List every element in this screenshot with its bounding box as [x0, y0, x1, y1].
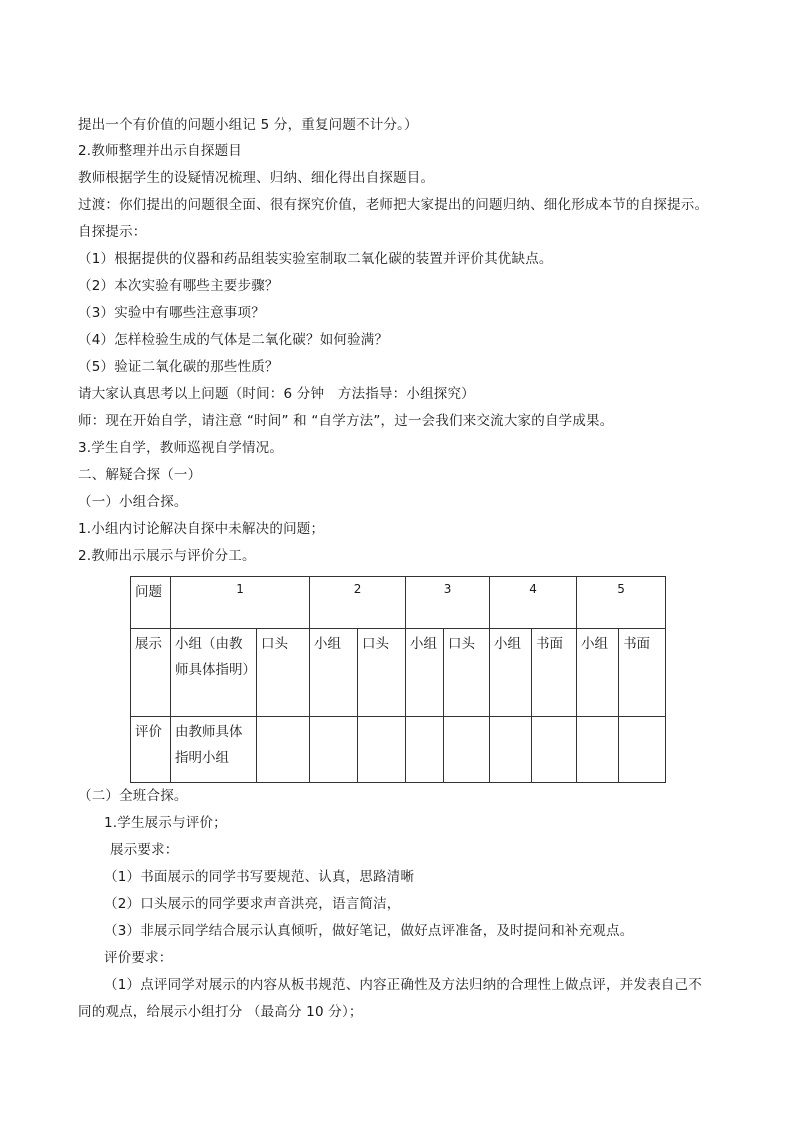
prompt-item: （3）实验中有哪些注意事项？: [78, 305, 265, 321]
table-cell: [532, 717, 577, 783]
table-cell: 口头: [257, 629, 310, 717]
text-line: 2.教师出示展示与评价分工。: [78, 548, 256, 564]
subsection-heading: （二）全班合探。: [78, 788, 188, 804]
table-cell: 小组: [577, 629, 619, 717]
section-heading: 二、解疑合探（一）: [78, 467, 202, 483]
table-cell: [490, 717, 532, 783]
table-row: [131, 629, 666, 717]
prompt-heading: 自探提示：: [78, 224, 147, 240]
prompt-item: （5）验证二氧化碳的那些性质？: [78, 359, 279, 375]
row-label-question: 问题: [131, 577, 171, 629]
table-cell: 小组: [490, 629, 532, 717]
requirement-heading: 展示要求：: [110, 842, 179, 858]
text-line: 教师根据学生的设疑情况梳理、归纳、细化得出自探题目。: [78, 170, 435, 186]
requirement-item: （3）非展示同学结合展示认真倾听，做好笔记，做好点评准备，及时提问和补充观点。: [104, 923, 634, 939]
text-line: 过渡：你们提出的问题很全面、很有探究价值，老师把大家提出的问题归纳、细化形成本节的自探提示。: [78, 197, 709, 213]
question-number: 4: [490, 577, 577, 629]
table-cell: [310, 717, 358, 783]
table-cell: [257, 717, 310, 783]
row-label-display: 展示: [131, 629, 171, 717]
table-cell: 由教师具体指明小组: [171, 717, 257, 783]
requirement-item: （1）点评同学对展示的内容从板书规范、内容正确性及方法归纳的合理性上做点评，并发表自己不: [104, 977, 702, 993]
heading-step-2: 2.教师整理并出示自探题目: [78, 143, 242, 159]
table-cell: 书面: [532, 629, 577, 717]
table-cell: 口头: [358, 629, 406, 717]
table-cell: 书面: [619, 629, 666, 717]
table-cell: [444, 717, 490, 783]
table-cell: 口头: [444, 629, 490, 717]
text-line: 同的观点，给展示小组打分 （最高分 10 分）；: [78, 1004, 363, 1020]
assignment-table: [130, 576, 666, 783]
question-number: 1: [171, 577, 310, 629]
table-cell: [619, 717, 666, 783]
table-cell: [358, 717, 406, 783]
text-line: 1.学生展示与评价；: [104, 815, 227, 831]
subsection-heading: （一）小组合探。: [78, 494, 188, 510]
table-cell: 小组: [310, 629, 358, 717]
requirement-item: （2）口头展示的同学要求声音洪亮，语言简洁，: [104, 896, 401, 912]
requirement-heading: 评价要求：: [104, 950, 173, 966]
row-label-evaluation: 评价: [131, 717, 171, 783]
table-row: [131, 577, 666, 629]
question-number: 2: [310, 577, 406, 629]
table-cell: [577, 717, 619, 783]
question-number: 3: [406, 577, 490, 629]
text-line: 请大家认真思考以上问题（时间：6 分钟 方法指导：小组探究）: [78, 386, 475, 402]
requirement-item: （1）书面展示的同学书写要规范、认真，思路清晰: [104, 869, 415, 885]
table-cell: [406, 717, 444, 783]
table-cell: 小组: [406, 629, 444, 717]
table-cell: 小组（由教师具体指明）: [171, 629, 257, 717]
text-line: 1.小组内讨论解决自探中未解决的问题；: [78, 521, 325, 537]
table-row: [131, 717, 666, 783]
question-number: 5: [577, 577, 666, 629]
prompt-item: （1）根据提供的仪器和药品组装实验室制取二氧化碳的装置并评价其优缺点。: [78, 251, 553, 267]
text-line: 师：现在开始自学，请注意 “时间” 和 “自学方法”，过一会我们来交流大家的自学成果。: [78, 413, 614, 429]
heading-step-3: 3.学生自学，教师巡视自学情况。: [78, 440, 284, 456]
text-line: 提出一个有价值的问题小组记 5 分，重复问题不计分。）: [78, 117, 418, 133]
prompt-item: （2）本次实验有哪些主要步骤？: [78, 278, 279, 294]
prompt-item: （4）怎样检验生成的气体是二氧化碳？如何验满？: [78, 332, 389, 348]
